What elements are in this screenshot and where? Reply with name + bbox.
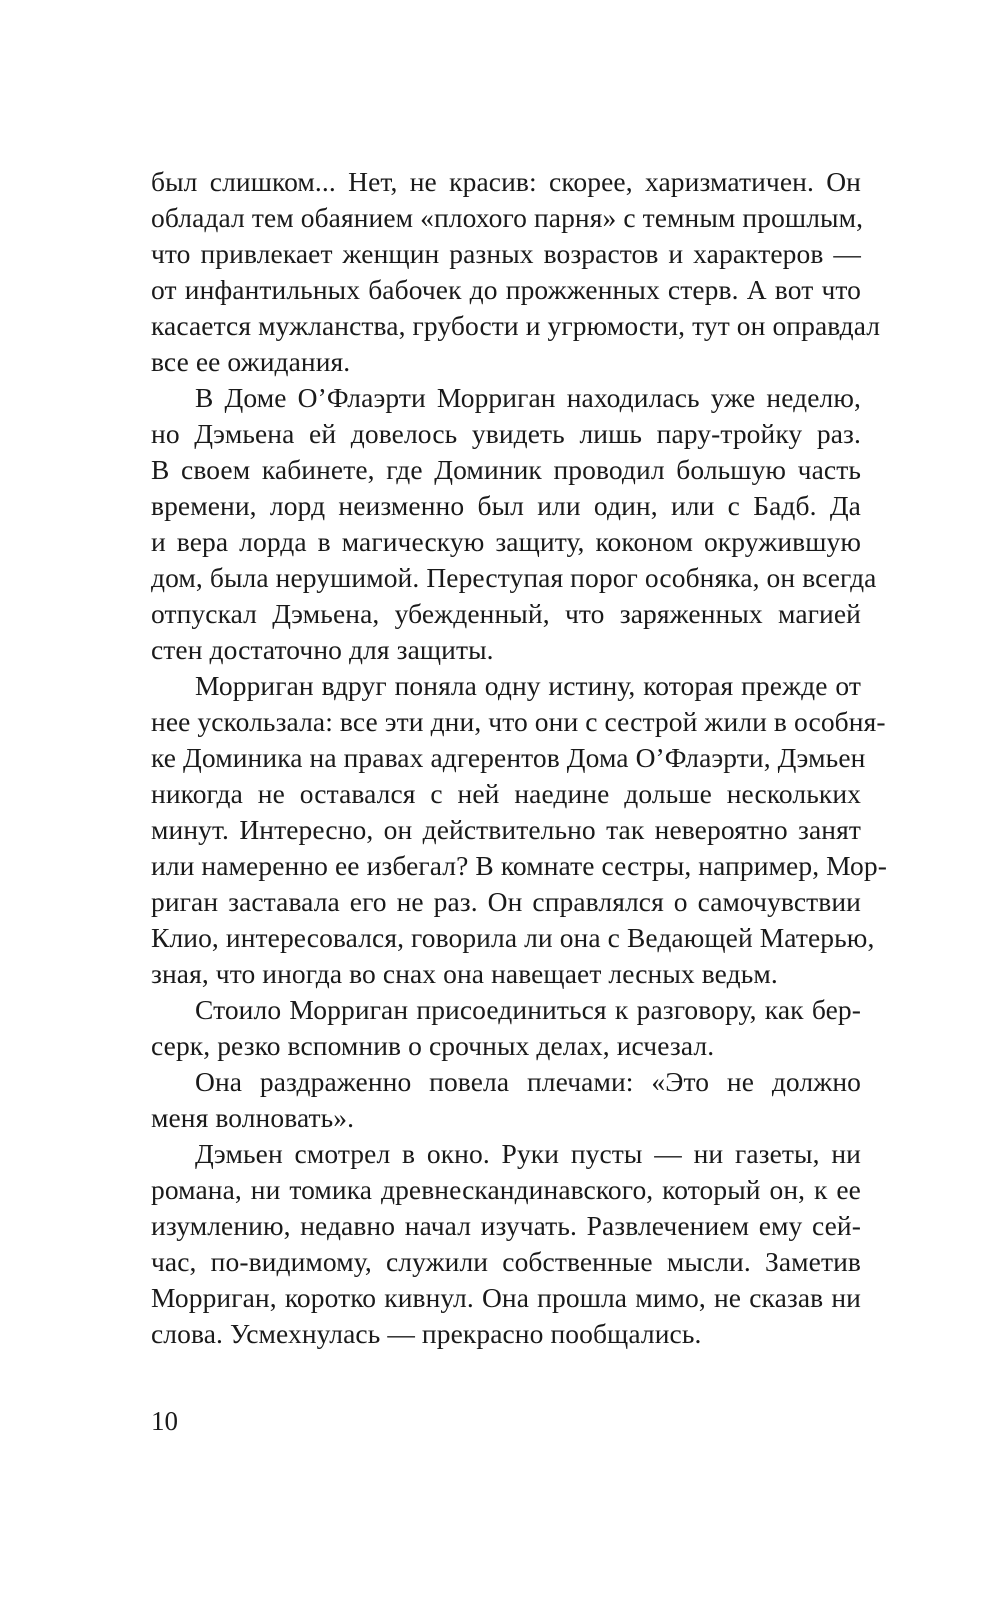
- text-line: времени, лорд неизменно был или один, или с Бадб. Да: [151, 490, 861, 521]
- text-line: ке Доминика на правах адгерентов Дома О’Флаэрти, Дэмьен: [151, 742, 866, 773]
- text-line: меня волновать».: [151, 1102, 355, 1133]
- paragraph-1: [151, 164, 881, 380]
- paragraph-4: [151, 992, 861, 1064]
- body-text: [151, 164, 887, 1352]
- text-line: романа, ни томика древнескандинавского, который он, к ее: [151, 1174, 861, 1205]
- text-line: нее ускользала: все эти дни, что они с сестрой жили в особня-: [151, 706, 886, 737]
- text-line: Морриган, коротко кивнул. Она прошла мимо, не сказав ни: [151, 1282, 861, 1313]
- text-line: час, по-видимому, служили собственные мысли. Заметив: [151, 1246, 861, 1277]
- text-line: дом, была нерушимой. Переступая порог особняка, он всегда: [151, 562, 877, 593]
- text-line: зная, что иногда во снах она навещает лесных ведьм.: [151, 958, 778, 989]
- paragraph-2: [151, 380, 877, 668]
- text-line: минут. Интересно, он действительно так невероятно занят: [151, 814, 861, 845]
- paragraph-3: [151, 668, 887, 992]
- text-line: но Дэмьена ей довелось увидеть лишь пару-тройку раз.: [151, 418, 861, 449]
- text-line: изумлению, недавно начал изучать. Развлечением ему сей-: [151, 1210, 861, 1241]
- text-line: слова. Усмехнулась — прекрасно пообщались.: [151, 1318, 702, 1349]
- text-line: стен достаточно для защиты.: [151, 634, 494, 665]
- text-line: никогда не оставался с ней наедине дольше нескольких: [151, 778, 861, 809]
- text-line: Дэмьен смотрел в окно. Руки пусты — ни газеты, ни: [195, 1138, 861, 1169]
- text-line: отпускал Дэмьена, убежденный, что заряженных магией: [151, 598, 861, 629]
- text-line: все ее ожидания.: [151, 346, 351, 377]
- text-line: был слишком... Нет, не красив: скорее, харизматичен. Он: [151, 166, 861, 197]
- text-line: В своем кабинете, где Доминик проводил большую часть: [151, 454, 861, 485]
- paragraph-5: [151, 1064, 861, 1136]
- text-line: риган заставала его не раз. Он справлялся о самочувствии: [151, 886, 861, 917]
- text-line: что привлекает женщин разных возрастов и характеров —: [151, 238, 861, 269]
- text-line: касается мужланства, грубости и угрюмости, тут он оправдал: [151, 310, 881, 341]
- text-line: обладал тем обаянием «плохого парня» с темным прошлым,: [151, 202, 864, 233]
- text-line: или намеренно ее избегал? В комнате сестры, например, Мор-: [151, 850, 887, 881]
- text-line: серк, резко вспомнив о срочных делах, исчезал.: [151, 1030, 715, 1061]
- text-line: Она раздраженно повела плечами: «Это не должно: [195, 1066, 861, 1097]
- text-line: В Доме О’Флаэрти Морриган находилась уже неделю,: [195, 382, 861, 413]
- text-line: Клио, интересовался, говорила ли она с Ведающей Матерью,: [151, 922, 875, 953]
- page-number: 10: [151, 1406, 178, 1436]
- text-line: Морриган вдруг поняла одну истину, которая прежде от: [195, 670, 861, 701]
- text-line: Стоило Морриган присоединиться к разговору, как бер-: [195, 994, 861, 1025]
- paragraph-6: [151, 1136, 861, 1352]
- text-line: и вера лорда в магическую защиту, коконом окружившую: [151, 526, 861, 557]
- text-line: от инфантильных бабочек до прожженных стерв. А вот что: [151, 274, 861, 305]
